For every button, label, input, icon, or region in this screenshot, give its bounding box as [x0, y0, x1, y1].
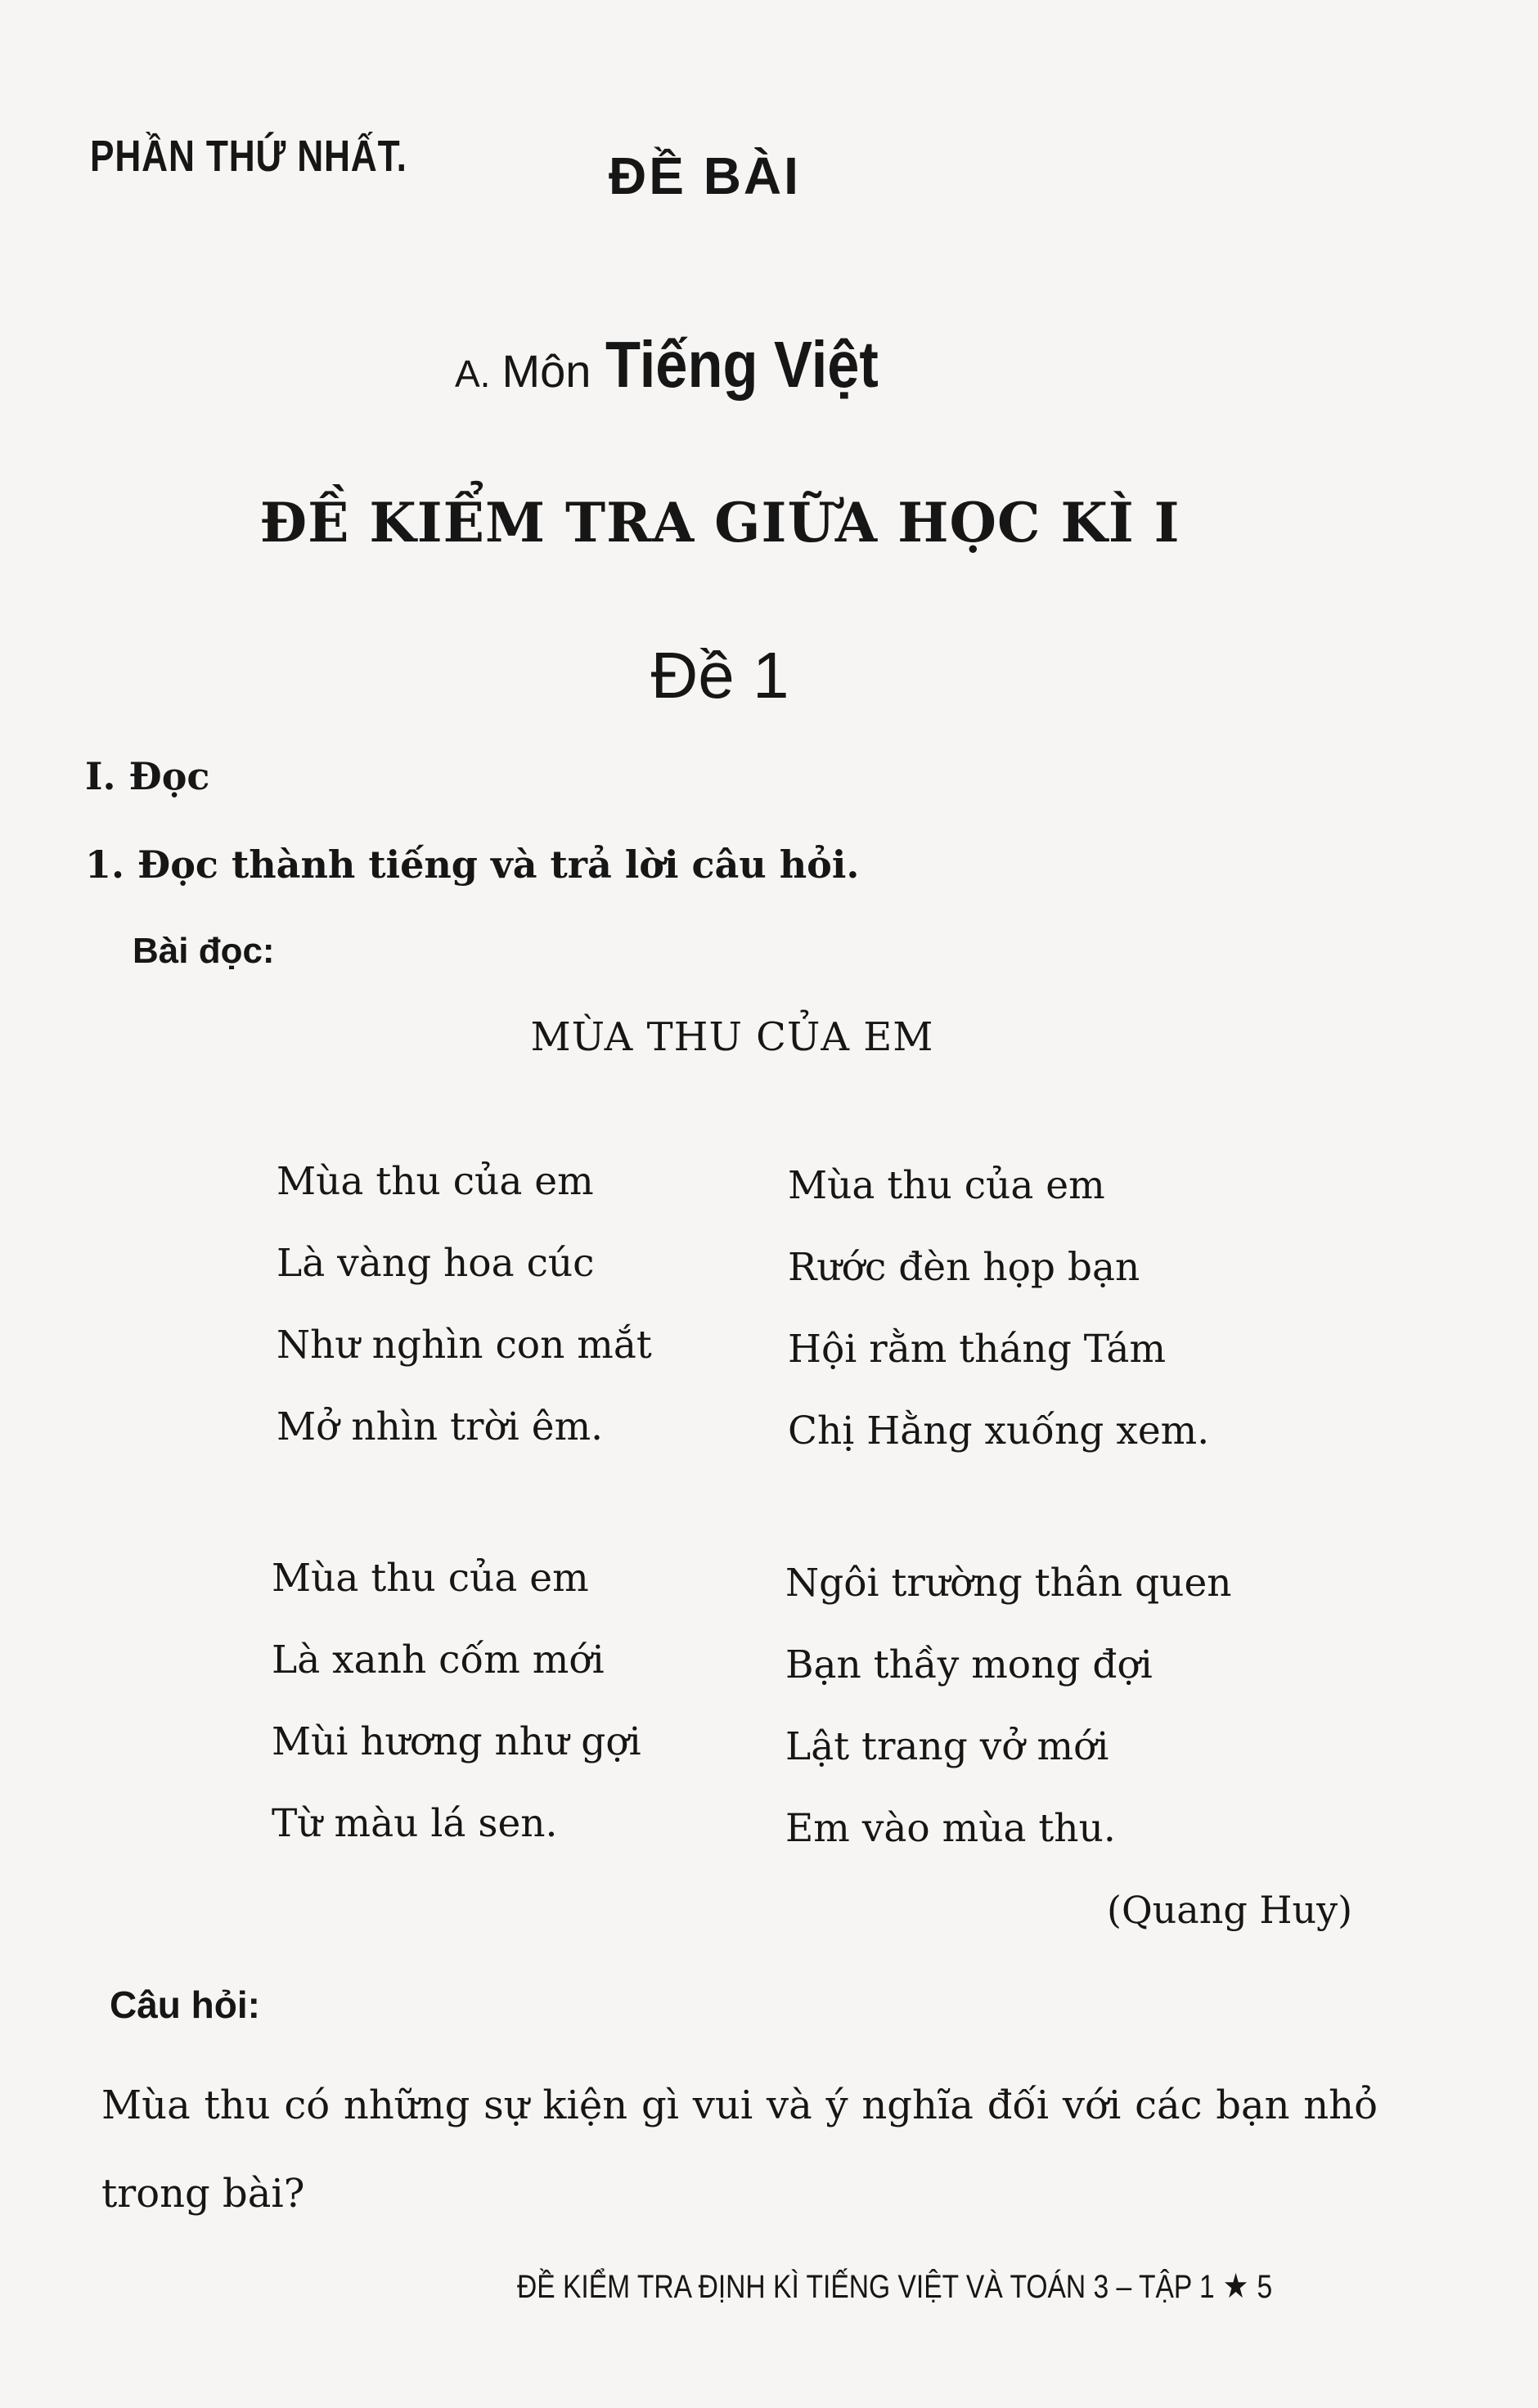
subject-heading: [455, 327, 916, 402]
poem-line: Từ màu lá sen.: [272, 1801, 558, 1846]
poem-author: (Quang Huy): [1107, 1888, 1353, 1932]
poem-line: Ngôi trường thân quen: [785, 1561, 1232, 1606]
part-label: PHẦN THỨ NHẤT.: [90, 132, 407, 181]
page-number: 5: [1257, 2269, 1273, 2305]
exam-title: ĐỀ KIỂM TRA GIỮA HỌC KÌ I: [259, 491, 1180, 555]
poem-stanza-4: [785, 1543, 1232, 1870]
poem-line: Mùa thu của em: [272, 1556, 589, 1601]
poem-line: Em vào mùa thu.: [785, 1806, 1116, 1851]
subject-name: Tiếng Việt: [605, 328, 879, 401]
reading-label: Bài đọc:: [133, 931, 275, 971]
poem-line: Mùi hương như gợi: [272, 1719, 641, 1764]
poem-stanza-3: [272, 1538, 641, 1865]
poem-line: Rước đèn họp bạn: [788, 1245, 1140, 1290]
question-text: Mùa thu có những sự kiện gì vui và ý nghĩa đối với các bạn nhỏ trong bài?: [101, 2082, 1378, 2217]
poem-line: Như nghìn con mắt: [277, 1323, 652, 1368]
section-heading: I. Đọc: [85, 754, 210, 798]
poem-line: Chị Hằng xuống xem.: [788, 1408, 1210, 1453]
poem-title: MÙA THU CỦA EM: [530, 1014, 934, 1060]
poem-stanza-2: [788, 1145, 1209, 1472]
poem-line: Lật trang vở mới: [785, 1724, 1109, 1769]
subject-prefix: A.: [455, 353, 491, 395]
questions-label: Câu hỏi:: [110, 1983, 260, 2026]
star-icon: ★: [1222, 2266, 1249, 2305]
item-heading: 1. Đọc thành tiếng và trả lời câu hỏi.: [85, 842, 860, 887]
poem-line: Mùa thu của em: [277, 1159, 594, 1204]
subject-mon: Môn: [501, 345, 591, 397]
footer-book-title: ĐỀ KIỂM TRA ĐỊNH KÌ TIẾNG VIỆT VÀ TOÁN 3 – TẬP 1: [517, 2269, 1215, 2305]
part-title: ĐỀ BÀI: [609, 146, 801, 205]
page-footer: [517, 2266, 1272, 2306]
poem-stanza-1: [277, 1141, 652, 1468]
poem-line: Là xanh cốm mới: [272, 1638, 605, 1682]
poem-line: Là vàng hoa cúc: [277, 1241, 595, 1286]
poem-line: Hội rằm tháng Tám: [788, 1327, 1167, 1372]
poem-line: Bạn thầy mong đợi: [785, 1642, 1153, 1687]
poem-line: Mở nhìn trời êm.: [277, 1404, 604, 1449]
poem-line: Mùa thu của em: [788, 1163, 1105, 1208]
test-number: Đề 1: [650, 639, 789, 712]
